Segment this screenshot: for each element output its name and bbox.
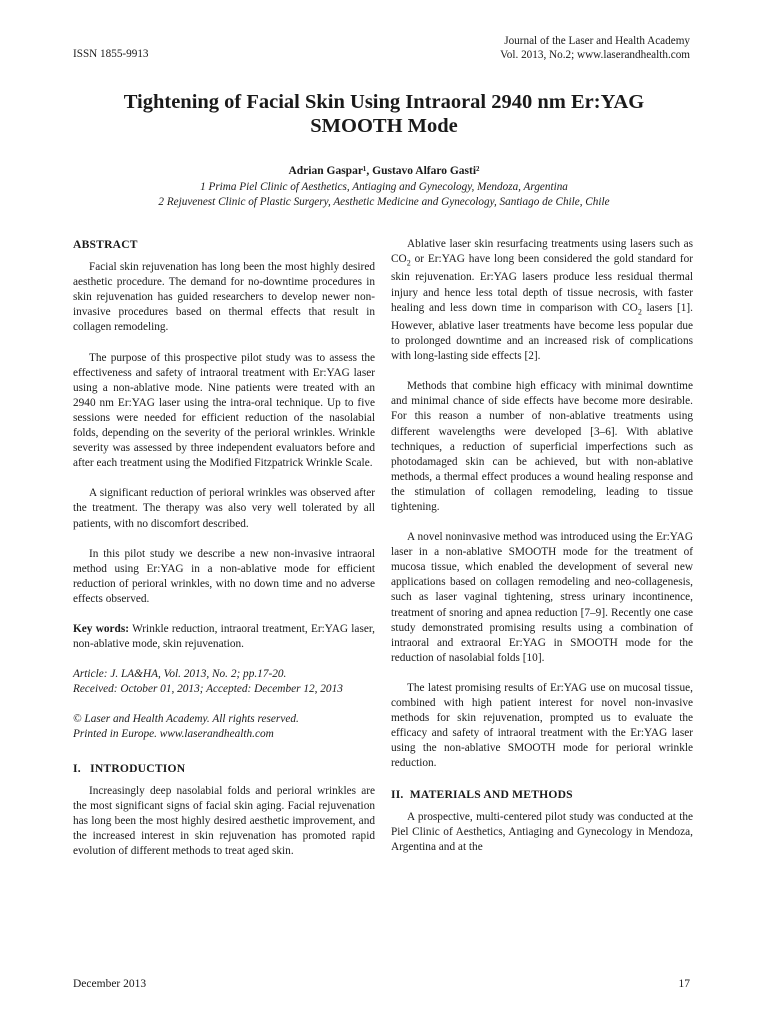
introduction-heading: I. INTRODUCTION — [73, 761, 186, 775]
right-column — [391, 237, 693, 870]
paper-title: Tightening of Facial Skin Using Intraoral 2940 nm Er:YAG SMOOTH Mode — [123, 91, 645, 137]
methods-heading: II. MATERIALS AND METHODS — [391, 787, 573, 801]
abstract-paragraph: In this pilot study we describe a new non-invasive intraoral method using Er:YAG in a non-ablative mode for efficient reduction of perioral wrinkles, with no down time and no adverse effects observed. — [73, 547, 375, 605]
issn: ISSN 1855-9913 — [73, 48, 149, 60]
abstract-paragraph: Facial skin rejuvenation has long been the most highly desired aesthetic procedure. The demand for no-downtime procedures in skin rejuvenation has guided researchers to develop newer non-invasive procedures based on thermal effects that result in collagen remodeling. — [73, 261, 375, 334]
introduction-paragraph: Increasingly deep nasolabial folds and perioral wrinkles are the most significant signs of facial skin aging. Facial rejuvenation has long been the most highly desired aesthetic improvement, and the increased interest in skin rejuvenation has promoted rapid evolution of different methods to treat aged skin. — [73, 784, 375, 857]
journal-volume: Vol. 2013, No.2; www.laserandhealth.com — [500, 49, 690, 61]
affiliation-2: 2 Rejuvenest Clinic of Plastic Surgery, Aesthetic Medicine and Gynecology, Santiago de Chile, Chile — [158, 196, 610, 208]
body-paragraph: The latest promising results of Er:YAG use on mucosal tissue, combined with high patient interest for novel non-invasive methods for skin rejuvenation, prompted us to evaluate the efficacy and safety of intraoral treatment with the Er:YAG laser using the non-ablative SMOOTH mode for perioral wrinkle reduction. — [391, 681, 693, 770]
authors: Adrian Gaspar¹, Gustavo Alfaro Gasti² — [288, 165, 480, 177]
abstract-paragraph: A significant reduction of perioral wrinkles was observed after the treatment. The therapy was also very well tolerated by all patients, with no discomfort described. — [73, 487, 375, 530]
body-paragraph: A novel noninvasive method was introduced using the Er:YAG laser in a non-ablative SMOOTH mode for the treatment of mucosa tissue, which enabled the development of several new applications based on collagen remodeling and neo-collagenesis, such as laser vaginal tightening, stress urinary incontinence, treatment of snoring and apnea reduction [7–9]. Recently one case study demonstrated promising results using a combination of intraoral and extraoral Er:YAG in SMOOTH mode for the reduction of nasolabial folds [10]. — [391, 531, 693, 664]
keywords: Key words: Wrinkle reduction, intraoral treatment, Er:YAG laser, non-ablative mode, skin rejuvenation. — [73, 622, 375, 651]
received-dates: Received: October 01, 2013; Accepted: December 12, 2013 — [73, 683, 343, 696]
footer-date: December 2013 — [73, 978, 147, 990]
running-header — [500, 34, 690, 62]
body-paragraph: A prospective, multi-centered pilot study was conducted at the Piel Clinic of Aesthetics, Antiaging and Gynecology in Mendoza, Argentina and at the — [391, 810, 693, 853]
journal-name: Journal of the Laser and Health Academy — [504, 35, 690, 47]
body-paragraph: Ablative laser skin resurfacing treatments using lasers such as $CO_2$ or Er:YAG have long been considered the gold standard for skin rejuvenation. Er:YAG lasers produce less residual thermal injury and hence less total depth of tissue necrosis, with faster healing and less down time in comparison with $CO_2$ lasers [1]. However, ablative laser treatments have become less popular due to prolonged downtime and an increased risk of complications with long-lasting side effects [2]. — [391, 238, 693, 363]
copyright: © Laser and Health Academy. All rights reserved. — [73, 713, 299, 726]
affiliation-1: 1 Prima Piel Clinic of Aesthetics, Antiaging and Gynecology, Mendoza, Argentina — [200, 181, 568, 193]
left-column — [73, 237, 375, 874]
abstract-heading: ABSTRACT — [73, 238, 138, 251]
abstract-paragraph: The purpose of this prospective pilot study was to assess the effectiveness and safety of intraoral treatment with Er:YAG laser using a non-ablative mode. Nine patients were treated with an 2940 nm Er:YAG laser using the intra-oral technique. Up to five sessions were needed for efficient reduction of the nasolabial folds, depending on the severity of the perioral wrinkles. Wrinkle severity was assessed by three independent evaluators before and after each treatment using the Modified Fitzpatrick Wrinkle Scale. — [73, 351, 375, 470]
article-citation: Article: J. LA&HA, Vol. 2013, No. 2; pp.17-20. — [73, 668, 287, 681]
printed-in: Printed in Europe. www.laserandhealth.com — [73, 728, 274, 741]
body-paragraph: Methods that combine high efficacy with minimal downtime and minimal chance of side effects have become more desirable. For this reason a number of non-ablative treatments using different wavelengths were developed [3–6]. With ablative techniques, a reduction of superficial imperfections such as photodamaged skin can be achieved, but with non-ablative methods, a thermal effect produces a wound healing response and the stimulation of collagen remodeling, leading to tissue tightening. — [391, 380, 693, 513]
page-number: 17 — [678, 978, 690, 990]
